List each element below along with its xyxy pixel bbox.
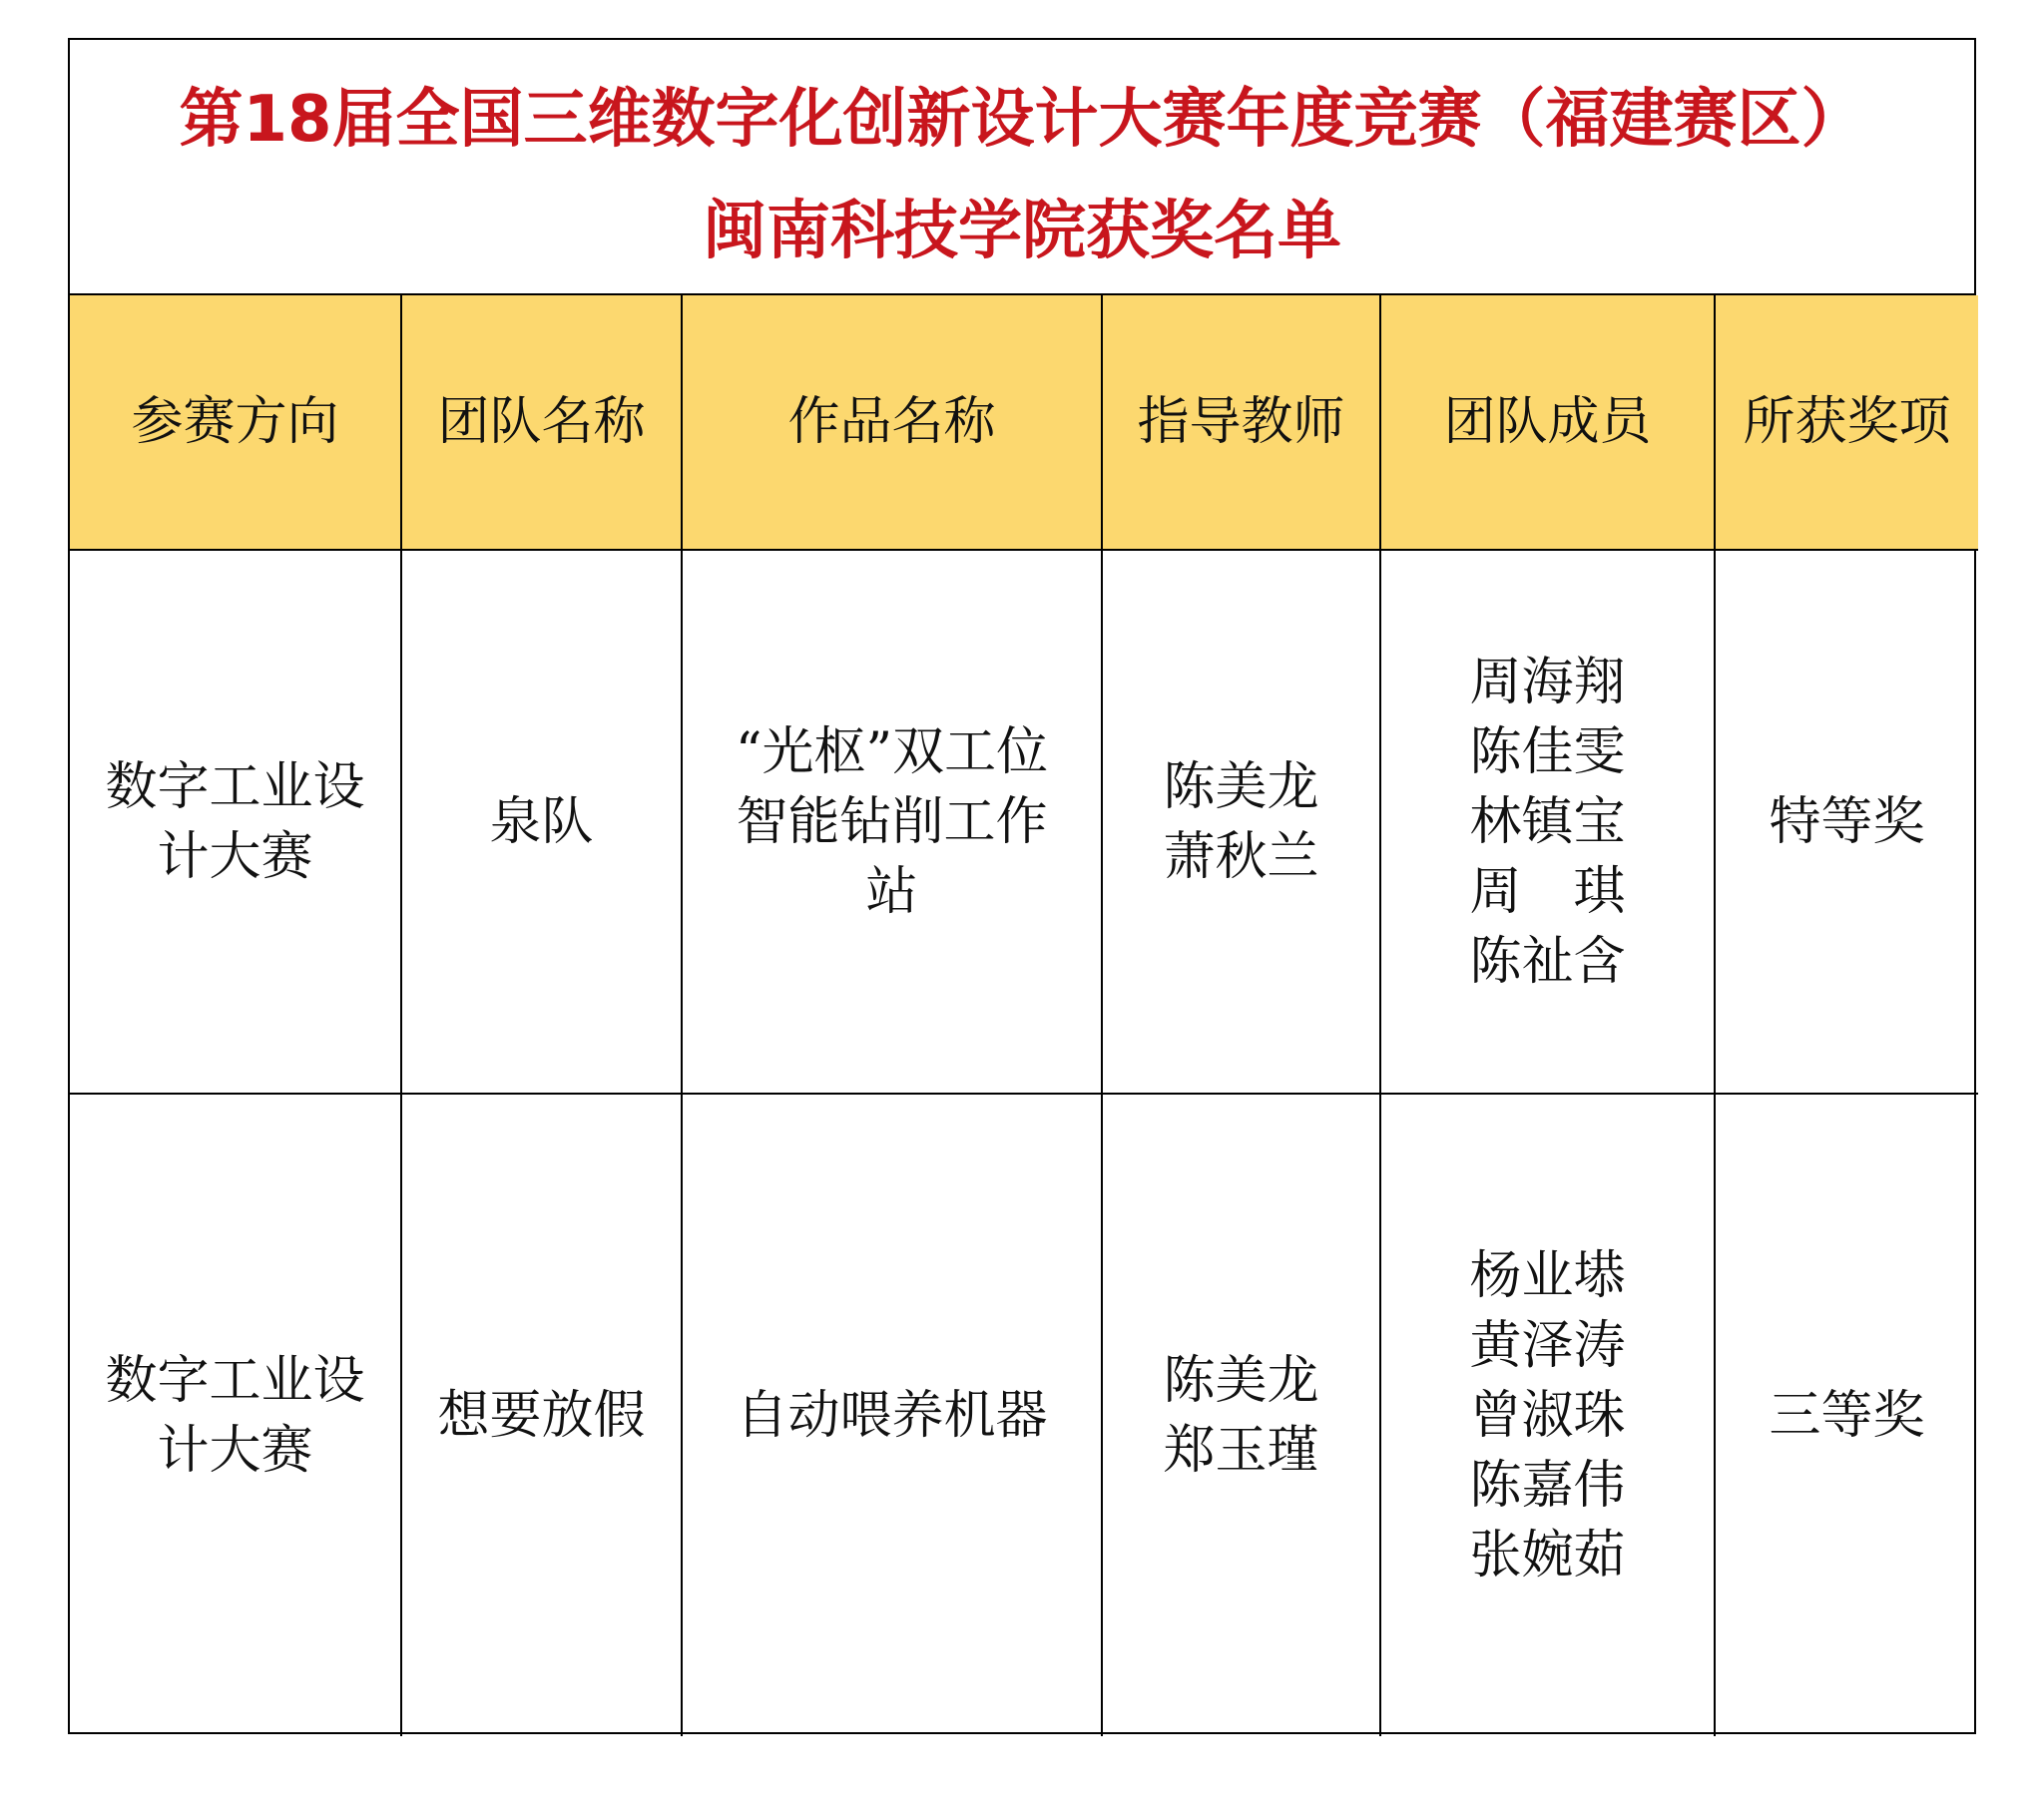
direction-text: 数字工业设计大赛 bbox=[105, 1350, 365, 1481]
award-list-sheet bbox=[68, 38, 1976, 1734]
header-team-name: 团队名称 bbox=[401, 295, 682, 550]
advisor-name: 陈美龙 bbox=[1163, 756, 1319, 817]
cell-work bbox=[682, 550, 1102, 1094]
member-name: 陈祉含 bbox=[1469, 931, 1626, 992]
member-name: 周 琪 bbox=[1469, 861, 1626, 922]
advisor-list bbox=[1163, 752, 1318, 892]
cell-advisors bbox=[1102, 550, 1380, 1094]
work-text: 自动喂养机器 bbox=[736, 1385, 1048, 1446]
member-name: 杨业塨 bbox=[1469, 1245, 1626, 1306]
table-row bbox=[70, 550, 1978, 1094]
award-text: 特等奖 bbox=[1769, 791, 1925, 852]
team-text: 想要放假 bbox=[437, 1385, 646, 1446]
cell-work bbox=[682, 1094, 1102, 1736]
cell-direction bbox=[70, 550, 401, 1094]
header-advisor: 指导教师 bbox=[1102, 295, 1380, 550]
title-block bbox=[70, 40, 1974, 295]
awards-table bbox=[70, 295, 1978, 1736]
member-name: 陈佳雯 bbox=[1469, 721, 1626, 782]
cell-advisors bbox=[1102, 1094, 1380, 1736]
member-list bbox=[1469, 1241, 1625, 1591]
member-name: 陈嘉伟 bbox=[1469, 1455, 1626, 1516]
header-direction: 参赛方向 bbox=[70, 295, 401, 550]
member-name: 黄泽涛 bbox=[1469, 1315, 1626, 1376]
table-header-row bbox=[70, 295, 1978, 550]
cell-members bbox=[1380, 1094, 1715, 1736]
team-text: 泉队 bbox=[489, 791, 594, 852]
cell-direction bbox=[70, 1094, 401, 1736]
member-name: 周海翔 bbox=[1469, 652, 1626, 712]
cell-award bbox=[1715, 1094, 1978, 1736]
cell-team bbox=[401, 550, 682, 1094]
member-name: 张婉茹 bbox=[1469, 1525, 1626, 1586]
advisor-name: 郑玉瑾 bbox=[1163, 1420, 1319, 1481]
award-text: 三等奖 bbox=[1769, 1385, 1925, 1446]
cell-members bbox=[1380, 550, 1715, 1094]
header-award: 所获奖项 bbox=[1715, 295, 1978, 550]
work-text: “光枢”双工位智能钻削工作站 bbox=[735, 721, 1049, 922]
advisor-name: 萧秋兰 bbox=[1163, 826, 1319, 887]
cell-team bbox=[401, 1094, 682, 1736]
document-subtitle: 闽南科技学院获奖名单 bbox=[703, 195, 1341, 268]
header-members: 团队成员 bbox=[1380, 295, 1715, 550]
header-work-name: 作品名称 bbox=[682, 295, 1102, 550]
member-list bbox=[1469, 648, 1625, 997]
advisor-list bbox=[1163, 1346, 1318, 1486]
advisor-name: 陈美龙 bbox=[1163, 1350, 1319, 1411]
direction-text: 数字工业设计大赛 bbox=[105, 756, 365, 887]
cell-award bbox=[1715, 550, 1978, 1094]
document-title: 第18届全国三维数字化创新设计大赛年度竞赛（福建赛区） bbox=[179, 83, 1865, 157]
table-row bbox=[70, 1094, 1978, 1736]
member-name: 林镇宝 bbox=[1469, 791, 1626, 852]
member-name: 曾淑珠 bbox=[1469, 1385, 1626, 1446]
